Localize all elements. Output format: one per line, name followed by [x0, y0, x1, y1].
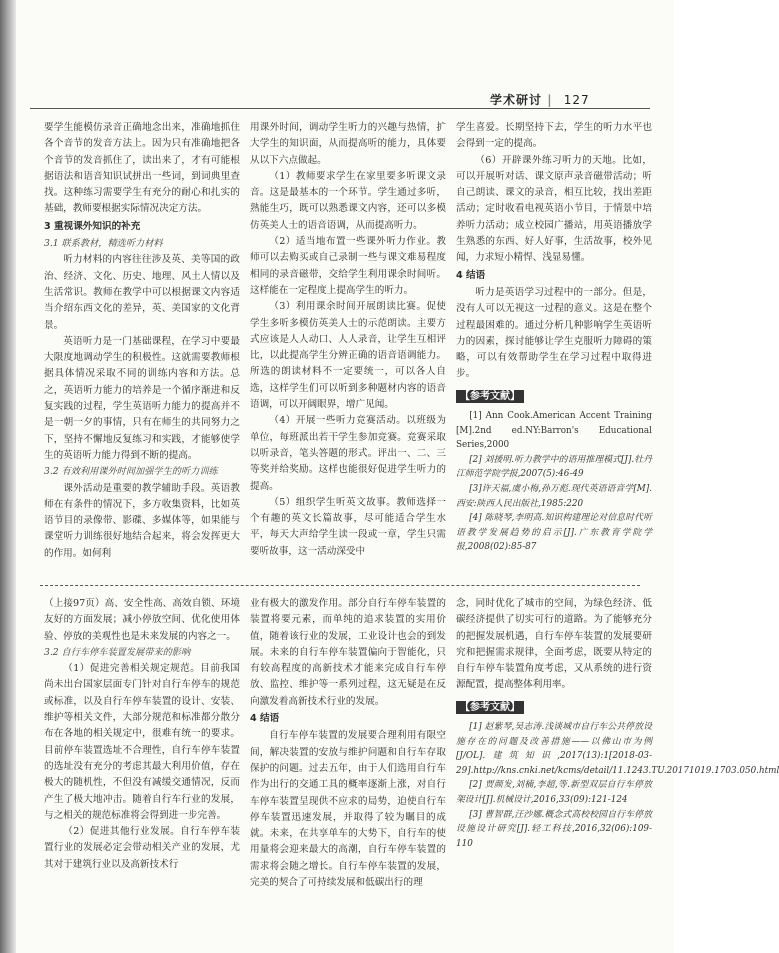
section-heading: 4 结语 [250, 713, 280, 725]
header-rule [30, 108, 650, 109]
reference-entry: [3]许天福,虞小梅,孙万彪.现代英语语音学[M].西安:陕西人民出版社,1985:220 [456, 484, 652, 509]
paragraph: 要学生能模仿录音正确地念出来，准确地抓住各个音节的发音方法上。因为只有准确地把各个音节的发音抓住了，读出来了，才有可能根据语法和语音知识试拼出一些词，到词典里查找。这种练习需要学生有充分的耐心和扎实的基础，教师要根据实际情况决定方法。 [44, 122, 240, 215]
reference-entry: [3] 曹智群,汪沙娜.概念式高校校园自行车停放设施设计研究[J].轻工科技,2016,32(06):109-110 [456, 809, 652, 849]
upper-column-2 [250, 120, 446, 560]
paragraph: 课外活动是重要的教学辅助手段。英语教师在有条件的情况下，多方收集资料，比如英语节目的录像带、影碟、多媒体等，如果能与课堂听力训练很好地结合起来，将会发挥更大的作用。如何利 [44, 482, 240, 559]
references-heading: 【参考文献】 [456, 700, 652, 716]
section-heading: 3 重视课外知识的补充 [44, 220, 141, 232]
reference-entry: [4] 陈晓琴,李明高.知识构建理论对信息时代听语教学发展趋势的启示[J].广东教育学院学报,2008(02):85-87 [456, 513, 652, 553]
lower-column-2 [250, 596, 446, 891]
paragraph: 用课外时间，调动学生听力的兴趣与热情，扩大学生的知识面，从而提高听的能力，具体要从以下六点做起。 [250, 122, 446, 166]
section-heading: 3.2 有效利用课外时间加强学生的听力训练 [44, 466, 218, 478]
book-spine-shadow [0, 0, 16, 953]
paragraph: 念，同时优化了城市的空间，为绿色经济、低碳经济提供了切实可行的道路。为了能够充分的把握发展机遇，自行车停车装置的发展要研究和把握需求规律，全面考虑，既要从特定的自行车停车装置角度考虑，又从系统的进行资源配置，提高整体利用率。 [456, 598, 652, 691]
paragraph: （1）促进完善相关规定规范。目前我国尚未出台国家层面专门针对自行车停车的规范或标准，以及自行车停车装置的设计、安装、维护等相关文件，大部分规范和标准都分散分布在各地的相关规定中，很难有统一的要求。目前停车装置选址不合理性，自行车停车装置的选址没有充分的考虑其最大利用价值，存在极大的随机性，不但没有减缓交通情况，反而产生了极大地冲击。随着自行车行业的发展，与之相关的规范标准将会得到进一步完善。 [44, 663, 240, 821]
reference-entry: [1] 赵紫琴,吴志涛.浅谈城市自行车公共停放设施存在的问题及改善措施——以佛山市为例[J/OL].建筑知识,2017(13):1[2018-03-29].http://kns.cnki.net/kcms/detail/11.1243.TU.20171019.1703.050.html [456, 722, 779, 776]
paragraph: （上接97页）高、安全性高、高效自锁、环境友好的方面发展；减小停放空间、优化使用体验、停放的美观性也是未来发展的内容之一。 [44, 598, 240, 642]
upper-column-3 [456, 120, 652, 555]
reference-entry: [1] Ann Cook.American Accent Training [M].2nd ed.NY:Barron's Educational Series,2000 [456, 411, 652, 451]
reference-entry: [2] 刘援明.听力教学中的语用推理模式[J].牡丹江师范学院学报,2007(5):46-49 [456, 454, 652, 480]
paragraph: 英语听力是一门基础课程，在学习中要最大限度地调动学生的积极性。这就需要教师根据具体情况采取不同的训练内容和方法。总之，英语听力能力的培养是一个循序渐进和反复实践的过程，学生英语听力能力的提高并不是一朝一夕的事情，只有在师生的共同努力之下，坚持不懈地反复练习和实践，才能够使学生的英语听力能力得到不断的提高。 [44, 335, 240, 461]
lower-column-3 [456, 596, 779, 851]
upper-column-1 [44, 120, 240, 562]
running-header: 学术研讨 | 127 [490, 93, 590, 107]
paragraph: （2）适当地布置一些课外听力作业。教师可以去购买或自己录制一些与课文难易程度相同的录音磁带，交给学生利用课余时间听。这样能在一定程度上提高学生的听力。 [250, 236, 446, 296]
paragraph: 听力材料的内容往往涉及英、美等国的政治、经济、文化、历史、地理、风土人情以及生活常识。教师在教学中可以根据课文内容适当介绍东西文化的差异，英、美国家的文化背景。 [44, 254, 240, 331]
paragraph: （2）促进其他行业发展。自行车停车装置行业的发展必定会带动相关产业的发展，尤其对于建筑行业以及高新技术行 [44, 826, 240, 870]
page-number: 127 [563, 93, 590, 107]
paragraph: （4）开展一些听力竞赛活动。以班级为单位，每班派出若干学生参加竞赛。竞赛采取以听录音，笔头答题的形式。评出一、二、三等奖并给奖励。这样也能很好促进学生听力的提高。 [250, 415, 446, 492]
article-divider [40, 585, 640, 586]
section-heading: 3.2 自行车停车装置发展带来的影响 [44, 646, 191, 658]
paragraph: （1）教师要求学生在家里要多听课文录音。这是最基本的一个环节。学生通过多听，熟能生巧，既可以熟悉课文内容，还可以多模仿英美人士的语音语调，从而提高听力。 [250, 170, 446, 231]
paragraph: （5）组织学生听英文故事。教师选择一个有趣的英文长篇故事，尽可能适合学生水平，每天大声给学生读一段或一章，学生只需要听故事，这一活动深受中 [250, 496, 446, 557]
section-heading: 3.1 联系教材，精选听力材料 [44, 238, 163, 250]
lower-column-1 [44, 596, 240, 873]
section-heading: 4 结语 [456, 269, 486, 281]
paragraph: 业有极大的激发作用。部分自行车停车装置的装置将要元素，而单纯的追求装置的实用价值，随着该行业的发展，工业设计也会的到发展。未来的自行车停车装置偏向于智能化，只有较高程度的高新技术才能来完成自行车停放、监控、维护等一系列过程，这无疑是在反向激发着高新技术行业的发展。 [250, 598, 446, 707]
reference-entry: [2] 贾颜发,刘楠,李超,等.新型双层自行车停放架设计[J].机械设计,2016,33(09):121-124 [456, 780, 652, 806]
paragraph: 听力是英语学习过程中的一部分。但是，没有人可以无视这一过程的意义。这是在整个过程最困难的。通过分析几种影响学生英语听力的因素，探讨能够让学生克服听力障碍的策略，可以有效帮助学生在学习过程中取得进步。 [456, 286, 652, 380]
paragraph: （3）利用课余时间开展朗读比赛。促使学生多听多模仿英美人士的示范朗读。主要方式应该是人人动口、人人录音，让学生互相评比，以此提高学生分辨正确的语音语调能力。所选的朗读材料不一定要统一，可以各人自选，这样学生们可以听到多种题材内容的语音语调，可以开阔眼界，增广见闻。 [250, 301, 446, 411]
references-heading: 【参考文献】 [456, 389, 652, 405]
paragraph: 学生喜爱。长期坚持下去，学生的听力水平也会得到一定的提高。 [456, 122, 652, 150]
paragraph: 自行车停车装置的发展要合理利用有限空间，解决装置的安放与维护问题和自行车存取保护的问题。过去五年，由于人们选用自行车作为出行的交通工具的概率逐渐上涨，对自行车停车装置呈现供不应求的局势，迫使自行车停车装置迅速发展，并取得了较为瞩目的成就。未来，在共享单车的大势下，自行车的使用量将会迎来最大的高潮，自行车停车装置的需求将会随之增长。自行车停车装置的发展，完美的契合了可持续发展和低碳出行的理 [250, 730, 446, 889]
section-title: 学术研讨 [490, 93, 543, 107]
paragraph: （6）开辟课外练习听力的天地。比如，可以开展听对话、课文原声录音磁带活动；听自己朗读、课文的录音，相互比较，找出差距活动；定时收看电视英语小节目，于情景中培养听力活动；成立校园广播站，用英语播放学生熟悉的东西、好人好事，生活故事，校外见闻，力求短小精悍、浅显易懂。 [456, 154, 652, 264]
